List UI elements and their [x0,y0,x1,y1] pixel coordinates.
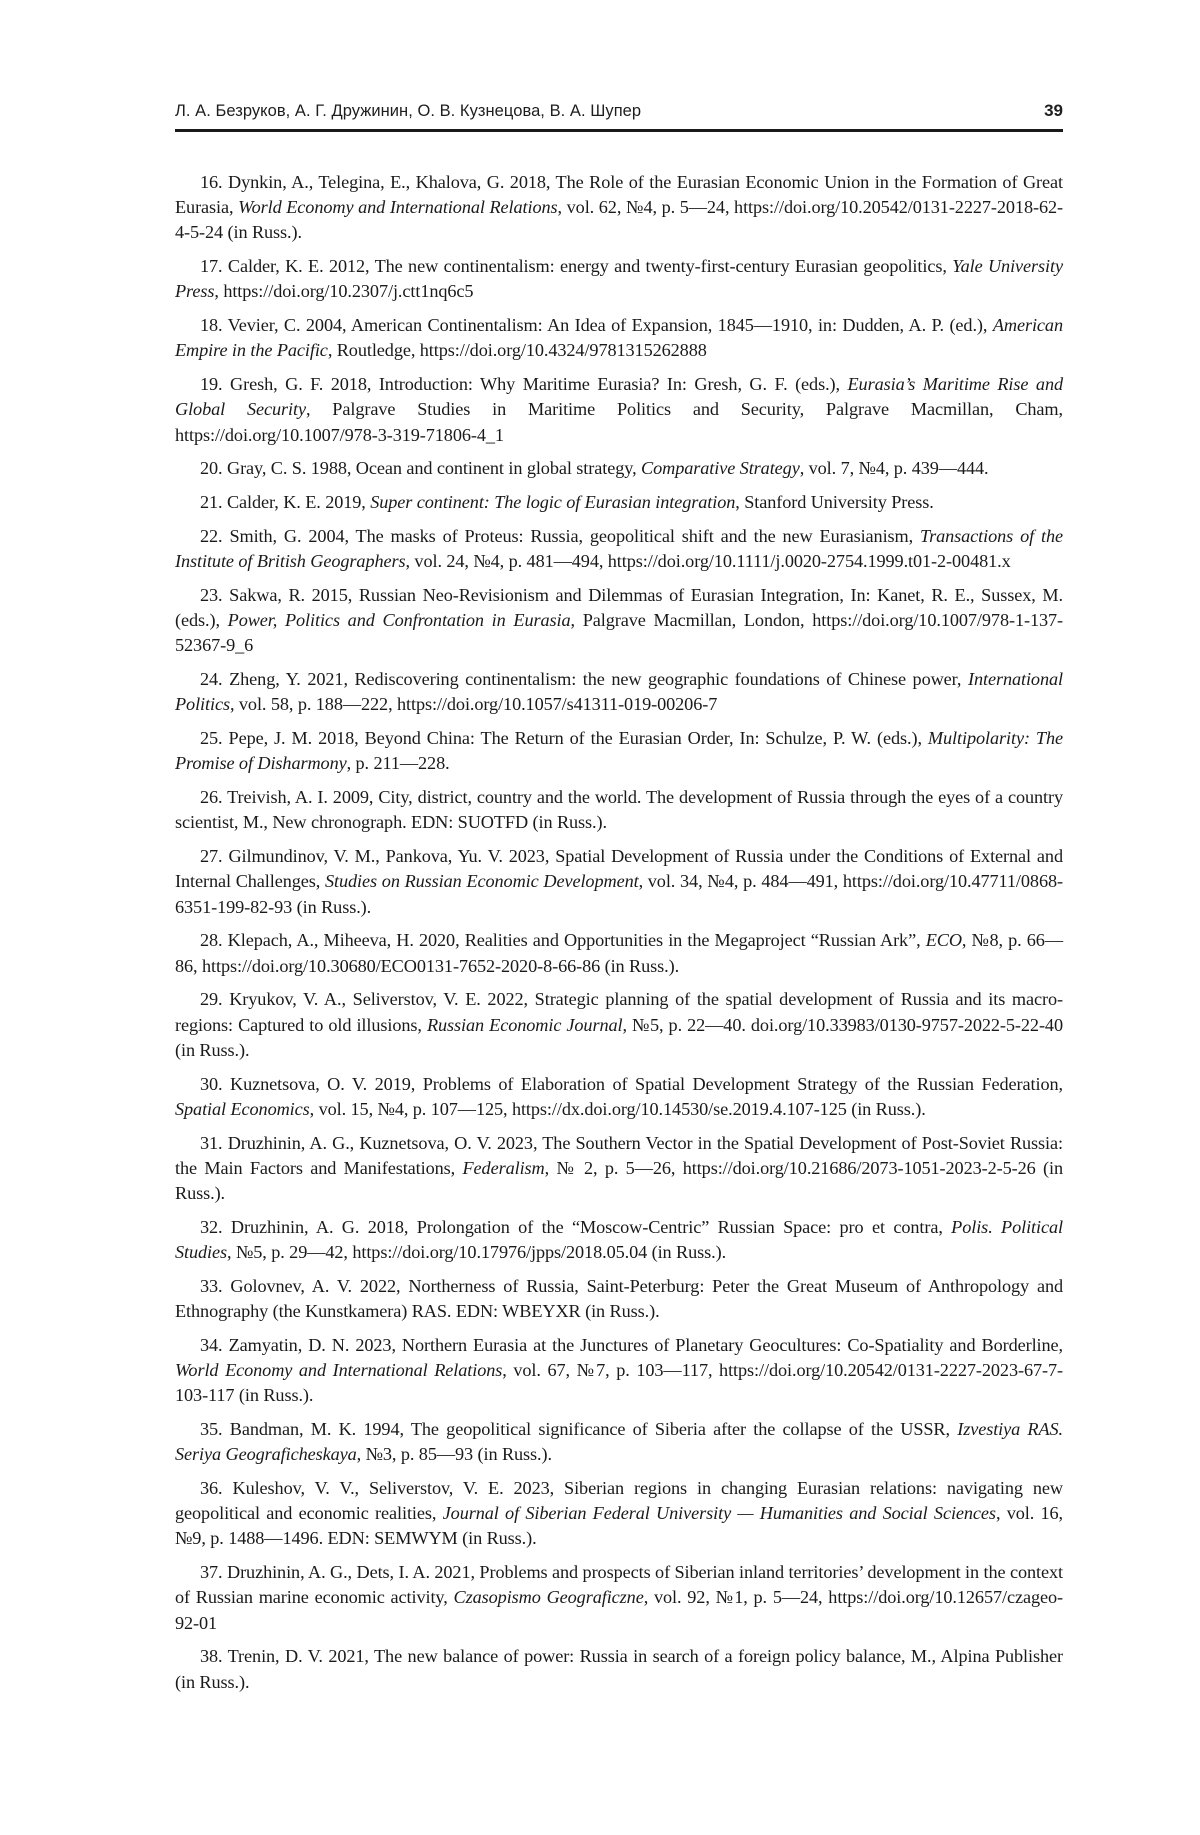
reference-number: 34. [200,1334,223,1355]
reference-source-title: International Politics [175,669,1063,715]
reference-source-title: Eurasia’s Maritime Rise and Global Security [175,374,1063,420]
reference-details: , №5, p. 22—40. doi.org/10.33983/0130-9757-2022-5-22-40 (in Russ.). [175,1014,1063,1060]
reference-source-title: Transactions of the Institute of British Geographers [175,526,1063,572]
reference-details: , vol. 67, №7, p. 103—117, https://doi.org/10.20542/0131-2227-2023-67-7-103-117 (in Russ.). [175,1360,1063,1406]
reference-item [175,313,1063,363]
reference-details: , p. 211—228. [346,753,450,774]
reference-item [175,1476,1063,1552]
reference-text: Kuznetsova, O. V. 2019, Problems of Elaboration of Spatial Development Strategy of the Russian Federation, [230,1073,1063,1094]
reference-item [175,1131,1063,1207]
reference-number: 24. [200,669,223,690]
reference-number: 36. [200,1478,223,1499]
reference-details: , vol. 58, p. 188—222, https://doi.org/10.1057/s41311-019-00206-7 [229,694,718,715]
header-authors: Л. А. Безруков, А. Г. Дружинин, О. В. Кузнецова, В. А. Шупер [175,102,642,120]
reference-source-title: American Empire in the Pacific [175,315,1063,361]
reference-item [175,928,1063,978]
reference-details: , vol. 24, №4, p. 481—494, https://doi.org/10.1111/j.0020-2754.1999.t01-2-00481.x [405,551,1011,572]
reference-number: 29. [200,989,223,1010]
reference-number: 19. [200,374,223,395]
reference-details: , Stanford University Press. [735,492,934,513]
reference-source-title: Comparative Strategy [641,458,800,479]
reference-source-title: Izvestiya RAS. Seriya Geograficheskaya [175,1419,1064,1465]
reference-details: , vol. 15, №4, p. 107—125, https://dx.doi.org/10.14530/se.2019.4.107-125 (in Russ.). [309,1098,926,1119]
reference-source-title: World Economy and International Relations [175,1360,503,1381]
reference-item [175,456,1063,481]
reference-item [175,667,1063,717]
reference-text: Calder, K. E. 2019, [226,492,371,513]
reference-text: Bandman, M. K. 1994, The geopolitical significance of Siberia after the collapse of the USSR, [229,1419,958,1440]
reference-source-title: Studies on Russian Economic Development [325,871,639,892]
reference-number: 30. [200,1073,223,1094]
reference-text: Zheng, Y. 2021, Rediscovering continentalism: the new geographic foundations of Chinese power, [229,669,968,690]
reference-item [175,1215,1063,1265]
reference-details: , Routledge, https://doi.org/10.4324/9781315262888 [327,340,707,361]
reference-item [175,254,1063,304]
reference-item [175,372,1063,448]
reference-number: 20. [200,458,223,479]
reference-item [175,170,1063,246]
reference-source-title: World Economy and International Relations [238,197,558,218]
reference-text: Druzhinin, A. G., Dets, I. A. 2021, Problems and prospects of Siberian inland territories’ development in the context of Russian marine economic activity, [175,1562,1063,1608]
reference-details: , №5, p. 29—42, https://doi.org/10.17976/jpps/2018.05.04 (in Russ.). [227,1242,727,1263]
reference-source-title: Spatial Economics [175,1098,310,1119]
reference-number: 17. [200,256,223,277]
reference-item [175,726,1063,776]
reference-text: Druzhinin, A. G., Kuznetsova, O. V. 2023, The Southern Vector in the Spatial Development of Post-Soviet Russia: the Main Factors and Manifestations, [175,1132,1063,1178]
reference-number: 32. [200,1216,223,1237]
reference-number: 25. [200,728,223,749]
reference-list [175,170,1063,1703]
reference-details: , vol. 92, №1, p. 5—24, https://doi.org/10.12657/czageo-92-01 [175,1587,1063,1633]
reference-text: Gilmundinov, V. M., Pankova, Yu. V. 2023, Spatial Development of Russia under the Conditions of External and Internal Challenges, [175,846,1063,892]
reference-details: , №3, p. 85—93 (in Russ.). [356,1444,552,1465]
reference-number: 37. [200,1562,223,1583]
reference-details: , Palgrave Macmillan, London, https://doi.org/10.1007/978-1-137-52367-9_6 [175,610,1064,656]
reference-text: Treivish, A. I. 2009, City, district, country and the world. The development of Russia through the eyes of a country scientist, M., New chronograph. EDN: SUOTFD (in Russ.). [175,787,1063,833]
reference-item [175,1333,1063,1409]
reference-source-title: Journal of Siberian Federal University — Humanities and Social Sciences [442,1503,996,1524]
reference-source-title: ECO [925,930,962,951]
reference-text: Sakwa, R. 2015, Russian Neo-Revisionism and Dilemmas of Eurasian Integration, In: Kanet, R. E., Sussex, M. (eds.), [175,585,1063,631]
reference-source-title: Russian Economic Journal [426,1014,623,1035]
reference-item [175,490,1063,515]
reference-source-title: Yale University Press [175,256,1063,302]
reference-text: Smith, G. 2004, The masks of Proteus: Russia, geopolitical shift and the new Eurasianism, [229,526,921,546]
reference-number: 27. [200,846,223,867]
reference-number: 35. [200,1419,223,1440]
reference-source-title: Polis. Political Studies [175,1216,1063,1263]
reference-item [175,1274,1063,1324]
reference-number: 31. [200,1132,223,1153]
reference-number: 21. [200,492,223,513]
reference-text: Druzhinin, A. G. 2018, Prolongation of the “Moscow-Centric” Russian Space: pro et contra, [230,1216,952,1237]
reference-text: Dynkin, A., Telegina, E., Khalova, G. 2018, The Role of the Eurasian Economic Union in the Formation of Great Eurasia, [175,172,1063,218]
reference-number: 33. [200,1275,223,1296]
reference-item [175,1417,1063,1467]
reference-source-title: Multipolarity: The Promise of Disharmony [175,728,1063,774]
reference-source-title: Federalism [462,1157,545,1178]
reference-text: Calder, K. E. 2012, The new continentalism: energy and twenty-first-century Eurasian geopolitics, [227,256,953,277]
reference-details: , https://doi.org/10.2307/j.ctt1nq6c5 [214,281,474,302]
reference-details: , vol. 62, №4, p. 5—24, https://doi.org/10.20542/0131-2227-2018-62-4-5-24 (in Russ.). [175,197,1063,243]
reference-item [175,844,1063,920]
reference-text: Gresh, G. F. 2018, Introduction: Why Maritime Eurasia? In: Gresh, G. F. (eds.), [230,374,848,395]
reference-item [175,524,1063,574]
reference-text: Klepach, A., Miheeva, H. 2020, Realities and Opportunities in the Megaproject “Russian Ark”, [227,930,926,951]
reference-item [175,1644,1063,1694]
reference-text: Zamyatin, D. N. 2023, Northern Eurasia at the Junctures of Planetary Geocultures: Co-Spatiality and Borderline, [228,1334,1064,1355]
reference-details: , Palgrave Studies in Maritime Politics and Security, Palgrave Macmillan, Cham, https://doi.org/10.1007/978-3-319-71806-4_1 [175,399,1063,445]
reference-source-title: Super continent: The logic of Eurasian integration [370,492,736,513]
reference-details: , vol. 7, №4, p. 439—444. [799,458,989,479]
reference-source-title: Power, Politics and Confrontation in Eurasia [227,610,571,631]
reference-item [175,785,1063,835]
reference-text: Pepe, J. M. 2018, Beyond China: The Return of the Eurasian Order, In: Schulze, P. W. (eds.), [228,728,928,749]
reference-item [175,1560,1063,1636]
reference-text: Gray, C. S. 1988, Ocean and continent in global strategy, [226,458,642,479]
reference-number: 28. [200,930,223,951]
reference-details: , № 2, p. 5—26, https://doi.org/10.21686/2073-1051-2023-2-5-26 (in Russ.). [175,1157,1063,1204]
reference-item [175,1072,1063,1122]
reference-text: Trenin, D. V. 2021, The new balance of power: Russia in search of a foreign policy balance, M., Alpina Publisher (in Russ.). [175,1646,1063,1692]
reference-number: 22. [200,526,223,546]
reference-details: , vol. 16, №9, p. 1488—1496. EDN: SEMWYM (in Russ.). [175,1503,1063,1549]
reference-text: Vevier, C. 2004, American Continentalism: An Idea of Expansion, 1845—1910, in: Dudden, A. P. (ed.), [227,315,993,336]
reference-number: 18. [200,315,223,336]
reference-details: , №8, p. 66—86, https://doi.org/10.30680/ECO0131-7652-2020-8-66-86 (in Russ.). [175,930,1063,976]
reference-source-title: Czasopismo Geograficzne [453,1587,644,1608]
reference-number: 38. [200,1646,223,1667]
reference-item [175,987,1063,1063]
reference-text: Kuleshov, V. V., Seliverstov, V. E. 2023, Siberian regions in changing Eurasian relations: navigating new geopolitical and economic realities, [175,1478,1063,1524]
reference-number: 26. [200,787,223,808]
reference-text: Kryukov, V. A., Seliverstov, V. E. 2022, Strategic planning of the spatial development of Russia and its macro-regions: Captured to old illusions, [175,989,1063,1035]
page-number: 39 [1044,101,1063,120]
header-rule [175,129,1063,132]
reference-item [175,583,1063,659]
reference-details: , vol. 34, №4, p. 484—491, https://doi.org/10.47711/0868-6351-199-82-93 (in Russ.). [175,871,1063,917]
reference-number: 23. [200,585,223,605]
reference-number: 16. [200,172,223,192]
reference-text: Golovnev, A. V. 2022, Northerness of Russia, Saint-Peterburg: Peter the Great Museum of Anthropology and Ethnography (the Kunstkamera) RAS. EDN: WBEYXR (in Russ.). [175,1275,1064,1322]
running-header [175,100,1063,126]
